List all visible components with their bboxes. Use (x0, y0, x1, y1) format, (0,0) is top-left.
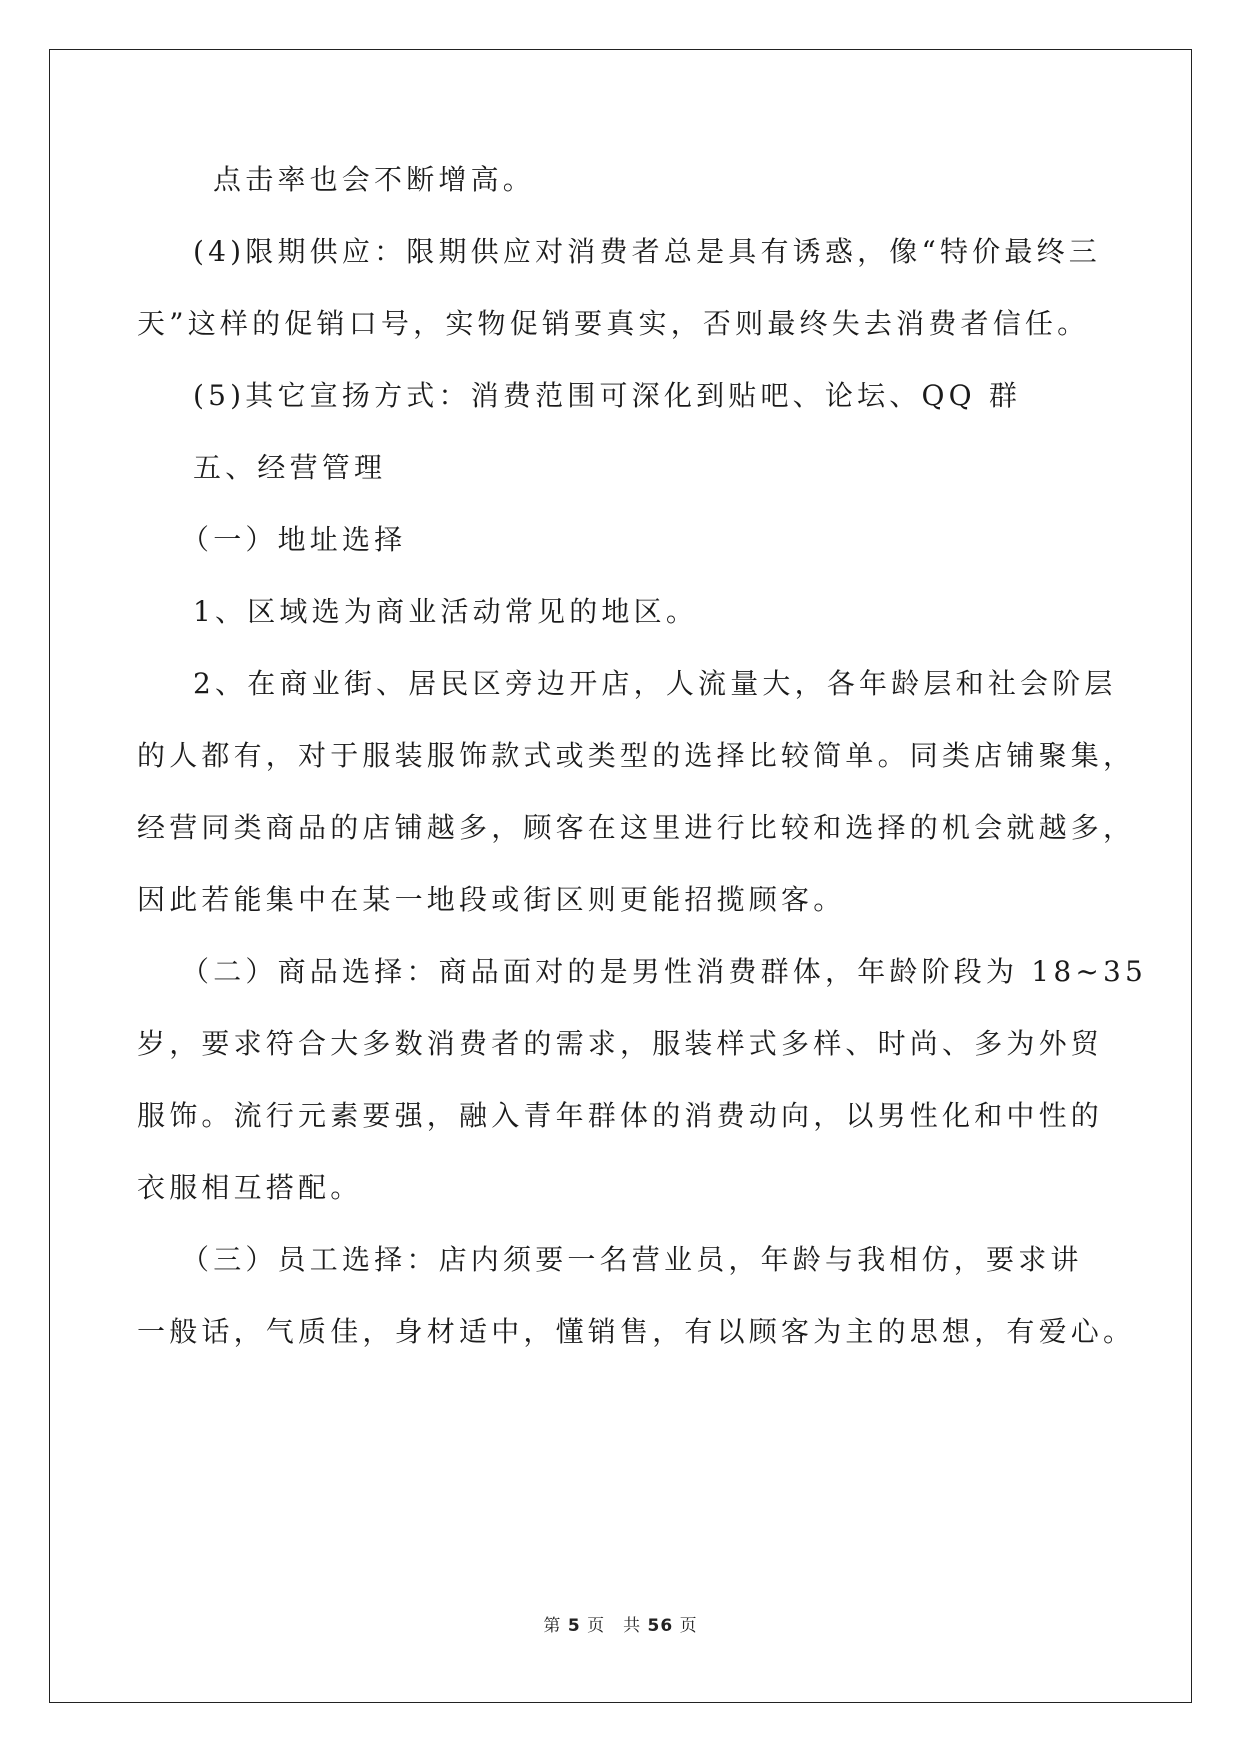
subsection-heading: （一）地址选择 (181, 523, 407, 556)
current-page-number: 5 (567, 1616, 581, 1636)
paragraph-line: (5)其它宣扬方式：消费范围可深化到贴吧、论坛、QQ 群 (193, 379, 1022, 412)
paragraph-line: （二）商品选择：商品面对的是男性消费群体，年龄阶段为 18~35 (181, 955, 1148, 988)
paragraph-line: （三）员工选择：店内须要一名营业员，年龄与我相仿，要求讲 (181, 1243, 1083, 1276)
paragraph-line: 岁，要求符合大多数消费者的需求，服装样式多样、时尚、多为外贸 (137, 1027, 1104, 1060)
paragraph-line: 2、在商业街、居民区旁边开店，人流量大，各年龄层和社会阶层 (193, 667, 1117, 700)
paragraph-line: 点击率也会不断增高。 (213, 163, 536, 196)
paragraph-line: 经营同类商品的店铺越多，顾客在这里进行比较和选择的机会就越多， (137, 811, 1136, 844)
paragraph-line: (4)限期供应：限期供应对消费者总是具有诱惑，像“特价最终三 (193, 235, 1101, 268)
paragraph-line: 因此若能集中在某一地段或街区则更能招揽顾客。 (137, 883, 846, 916)
paragraph-line: 1、区域选为商业活动常见的地区。 (193, 595, 699, 628)
footer-middle: 页 共 (587, 1616, 642, 1636)
footer-suffix: 页 (679, 1616, 698, 1636)
section-heading: 五、经营管理 (193, 451, 387, 484)
paragraph-line: 的人都有，对于服装服饰款式或类型的选择比较简单。同类店铺聚集， (137, 739, 1136, 772)
page-border (49, 49, 1192, 1703)
total-pages-number: 56 (647, 1616, 674, 1636)
paragraph-line: 天”这样的促销口号，实物促销要真实，否则最终失去消费者信任。 (137, 307, 1090, 340)
page-footer (0, 1611, 1241, 1636)
footer-prefix: 第 (543, 1616, 562, 1636)
paragraph-line: 服饰。流行元素要强，融入青年群体的消费动向，以男性化和中性的 (137, 1099, 1104, 1132)
paragraph-line: 一般话，气质佳，身材适中，懂销售，有以顾客为主的思想，有爱心。 (137, 1315, 1136, 1348)
paragraph-line: 衣服相互搭配。 (137, 1171, 363, 1204)
